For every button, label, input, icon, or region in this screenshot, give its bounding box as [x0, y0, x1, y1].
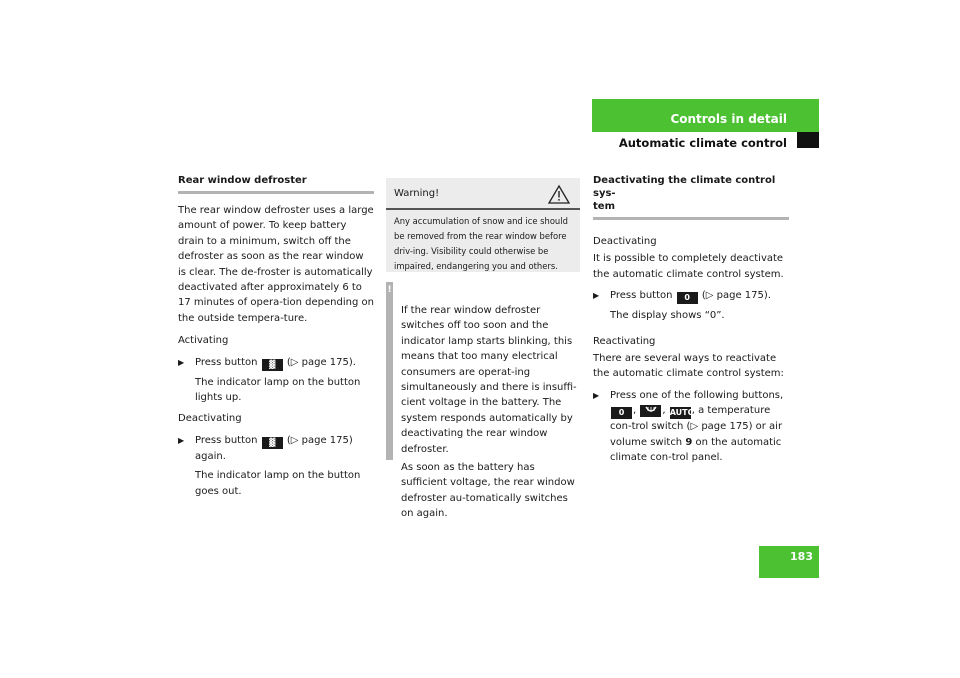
note-paragraph: If the rear window defroster switches off too soon and the indicator lamp starts blinking, this means that too many electrical consumers are operat-ing simultaneously and there is insuffi-cient voltage in the battery. The system responds automatically by deactivating the rear window defroster. [401, 305, 577, 455]
warning-triangle-icon [548, 184, 570, 204]
rear-defroster-heading: Rear window defroster [178, 175, 307, 186]
warning-title: Warning! [394, 188, 440, 199]
defroster-button-icon: ▓ [262, 359, 283, 371]
step-text: on the automatic climate con-trol panel. [610, 436, 782, 464]
step-text: , a temperature con-trol switch (▷ page 175) or air volume switch [610, 405, 783, 448]
activating-step [178, 355, 374, 371]
left-column [178, 174, 374, 499]
step-text: Press button [195, 434, 258, 446]
defroster-intro: The rear window defroster uses a large amount of power. To keep battery drain to a minimum, switch off the defroster as soon as the rear window is clear. The de-froster is automatically deactivated after approximately 6 to 17 minutes of opera-tion depending on the outside tempera-ture. [178, 205, 374, 324]
zero-button-icon: 0 [611, 407, 632, 419]
activating-label: Activating [178, 335, 229, 347]
deactivating-step [178, 433, 374, 464]
defroster-button-icon: ▓ [262, 437, 283, 449]
step-text: Press button [610, 290, 673, 302]
step-text: (▷ page 175). [286, 356, 356, 368]
bullet-arrow-icon: ▶ [178, 357, 185, 367]
warning-rule [386, 208, 580, 210]
page-number: 183 [790, 550, 813, 563]
heading-line: Deactivating the climate control sys- [593, 175, 776, 199]
auto-button-icon: AUTO [669, 408, 695, 418]
activating-result: The indicator lamp on the button lights up. [195, 376, 361, 404]
step-text: (▷ page 175) again. [195, 434, 353, 462]
bullet-arrow-icon: ▶ [593, 291, 600, 301]
page-number-box [759, 546, 819, 578]
step-text: Press one of the following buttons, [610, 389, 784, 401]
fan-button-icon [640, 405, 661, 417]
deactivating-result: The indicator lamp on the button goes out. [195, 470, 361, 497]
reactivating-step: ▶ Press one of the following buttons, 0 , , AUTO, a temperature con-trol switch (▷ page 175) or air volume switch 9 on the automatic climate con-trol panel. [593, 389, 784, 464]
heading-line: tem [593, 201, 615, 212]
note-text [401, 303, 581, 525]
climate-deactivate-heading [593, 174, 789, 213]
heading-rule [178, 191, 374, 194]
reactivating-intro: There are several ways to reactivate the automatic climate control system: [593, 353, 784, 380]
reactivating-label: Reactivating [593, 335, 656, 347]
note-exclamation-icon: ! [387, 285, 392, 295]
volume-switch-number: 9 [685, 436, 693, 448]
step-text: Press button [195, 356, 258, 368]
deactivating-intro: It is possible to completely deactivate the automatic climate control system. [593, 253, 784, 280]
bullet-arrow-icon: ▶ [593, 390, 600, 400]
header-marker [797, 132, 819, 148]
note-paragraph: As soon as the battery has sufficient voltage, the rear window defroster au-tomatically switches on again. [401, 462, 575, 520]
warning-box [386, 178, 580, 272]
deactivating-result: The display shows “0”. [610, 310, 725, 322]
subsection-title: Automatic climate control [618, 136, 787, 150]
note-bar [386, 282, 393, 460]
bullet-arrow-icon: ▶ [178, 435, 185, 445]
right-column [593, 174, 789, 465]
deactivating-label: Deactivating [178, 413, 242, 425]
section-title: Controls in detail [670, 112, 787, 126]
deactivating-label: Deactivating [593, 236, 657, 247]
page-header [592, 99, 819, 148]
zero-button-icon: 0 [677, 292, 698, 304]
deactivating-step [593, 288, 789, 304]
step-text: (▷ page 175). [701, 290, 771, 302]
heading-rule [593, 217, 789, 220]
warning-text: Any accumulation of snow and ice should be removed from the rear window before driv-ing. Visibility could otherwise be impaired, endangering you and others. [394, 216, 568, 271]
